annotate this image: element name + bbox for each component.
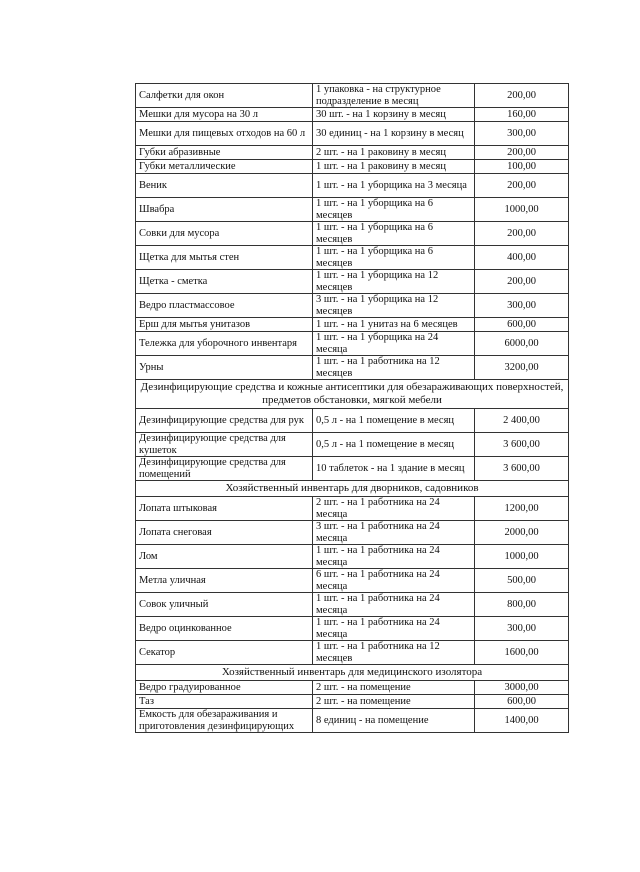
item-norm-cell: 1 шт. - на 1 работника на 24 месяца [313, 617, 475, 641]
item-name-cell: Совок уличный [136, 593, 313, 617]
item-price-cell: 1400,00 [475, 709, 569, 733]
item-norm-cell: 1 шт. - на 1 уборщика на 12 месяцев [313, 270, 475, 294]
item-price-cell: 1600,00 [475, 641, 569, 665]
item-price-cell: 200,00 [475, 174, 569, 198]
table-row [136, 122, 569, 146]
item-norm-cell: 1 шт. - на 1 уборщика на 6 месяцев [313, 198, 475, 222]
item-norm-cell: 1 шт. - на 1 унитаз на 6 месяцев [313, 318, 475, 332]
item-price-cell: 1200,00 [475, 497, 569, 521]
table-row [136, 160, 569, 174]
table-row [136, 521, 569, 545]
item-name-cell: Ведро оцинкованное [136, 617, 313, 641]
item-price-cell: 600,00 [475, 318, 569, 332]
item-price-cell: 3 600,00 [475, 433, 569, 457]
item-norm-cell: 2 шт. - на помещение [313, 681, 475, 695]
item-norm-cell: 2 шт. - на 1 раковину в месяц [313, 146, 475, 160]
item-norm-cell: 1 шт. - на 1 уборщика на 6 месяцев [313, 222, 475, 246]
item-norm-cell: 1 шт. - на 1 работника на 12 месяцев [313, 356, 475, 380]
item-name-cell: Метла уличная [136, 569, 313, 593]
item-price-cell: 300,00 [475, 294, 569, 318]
table-row [136, 569, 569, 593]
item-name-cell: Швабра [136, 198, 313, 222]
item-norm-cell: 1 шт. - на 1 уборщика на 24 месяца [313, 332, 475, 356]
item-price-cell: 2000,00 [475, 521, 569, 545]
table-row [136, 222, 569, 246]
item-name-cell: Мешки для пищевых отходов на 60 л [136, 122, 313, 146]
item-norm-cell: 1 шт. - на 1 работника на 24 месяца [313, 593, 475, 617]
item-name-cell: Тележка для уборочного инвентаря [136, 332, 313, 356]
table-row [136, 332, 569, 356]
item-name-cell: Лопата штыковая [136, 497, 313, 521]
item-price-cell: 100,00 [475, 160, 569, 174]
item-name-cell: Совки для мусора [136, 222, 313, 246]
item-price-cell: 400,00 [475, 246, 569, 270]
table-row [136, 84, 569, 108]
table-row [136, 356, 569, 380]
item-norm-cell: 2 шт. - на помещение [313, 695, 475, 709]
item-name-cell: Губки абразивные [136, 146, 313, 160]
section-heading: Хозяйственный инвентарь для медицинского изолятора [136, 665, 569, 681]
table-row [136, 246, 569, 270]
section-row [136, 380, 569, 409]
item-name-cell: Ерш для мытья унитазов [136, 318, 313, 332]
item-name-cell: Секатор [136, 641, 313, 665]
item-name-cell: Мешки для мусора на 30 л [136, 108, 313, 122]
item-price-cell: 3000,00 [475, 681, 569, 695]
item-norm-cell: 0,5 л - на 1 помещение в месяц [313, 409, 475, 433]
item-name-cell: Таз [136, 695, 313, 709]
item-price-cell: 3200,00 [475, 356, 569, 380]
table-row [136, 497, 569, 521]
item-name-cell: Щетка - сметка [136, 270, 313, 294]
item-price-cell: 200,00 [475, 222, 569, 246]
table-row [136, 409, 569, 433]
supplies-norms-table [135, 83, 569, 733]
item-price-cell: 300,00 [475, 122, 569, 146]
item-norm-cell: 30 шт. - на 1 корзину в месяц [313, 108, 475, 122]
table-row [136, 709, 569, 733]
document-page [135, 83, 569, 733]
item-name-cell: Салфетки для окон [136, 84, 313, 108]
item-name-cell: Емкость для обезараживания и приготовления дезинфицирующих [136, 709, 313, 733]
item-name-cell: Дезинфицирующие средства для кушеток [136, 433, 313, 457]
item-norm-cell: 1 упаковка - на структурное подразделение в месяц [313, 84, 475, 108]
item-name-cell: Урны [136, 356, 313, 380]
item-price-cell: 300,00 [475, 617, 569, 641]
section-row [136, 665, 569, 681]
item-name-cell: Губки металлические [136, 160, 313, 174]
item-price-cell: 1000,00 [475, 545, 569, 569]
item-price-cell: 1000,00 [475, 198, 569, 222]
item-norm-cell: 30 единиц - на 1 корзину в месяц [313, 122, 475, 146]
item-price-cell: 200,00 [475, 146, 569, 160]
item-norm-cell: 0,5 л - на 1 помещение в месяц [313, 433, 475, 457]
table-row [136, 593, 569, 617]
item-price-cell: 2 400,00 [475, 409, 569, 433]
item-price-cell: 800,00 [475, 593, 569, 617]
section-row [136, 481, 569, 497]
table-row [136, 457, 569, 481]
item-norm-cell: 10 таблеток - на 1 здание в месяц [313, 457, 475, 481]
table-row [136, 174, 569, 198]
item-name-cell: Дезинфицирующие средства для помещений [136, 457, 313, 481]
item-norm-cell: 3 шт. - на 1 уборщика на 12 месяцев [313, 294, 475, 318]
item-name-cell: Ведро градуированное [136, 681, 313, 695]
section-heading: Хозяйственный инвентарь для дворников, садовников [136, 481, 569, 497]
item-norm-cell: 2 шт. - на 1 работника на 24 месяца [313, 497, 475, 521]
table-row [136, 294, 569, 318]
table-row [136, 146, 569, 160]
item-norm-cell: 1 шт. - на 1 раковину в месяц [313, 160, 475, 174]
item-price-cell: 3 600,00 [475, 457, 569, 481]
item-name-cell: Лопата снеговая [136, 521, 313, 545]
section-heading: Дезинфицирующие средства и кожные антисептики для обезараживающих поверхностей, предметов обстановки, мягкой мебели [136, 380, 569, 409]
item-name-cell: Лом [136, 545, 313, 569]
table-row [136, 641, 569, 665]
item-price-cell: 200,00 [475, 270, 569, 294]
item-norm-cell: 1 шт. - на 1 работника на 12 месяцев [313, 641, 475, 665]
item-norm-cell: 6 шт. - на 1 работника на 24 месяца [313, 569, 475, 593]
table-row [136, 695, 569, 709]
item-name-cell: Веник [136, 174, 313, 198]
table-body [136, 84, 569, 733]
item-name-cell: Щетка для мытья стен [136, 246, 313, 270]
item-price-cell: 160,00 [475, 108, 569, 122]
item-price-cell: 600,00 [475, 695, 569, 709]
item-norm-cell: 3 шт. - на 1 работника на 24 месяца [313, 521, 475, 545]
table-row [136, 617, 569, 641]
table-row [136, 318, 569, 332]
item-norm-cell: 8 единиц - на помещение [313, 709, 475, 733]
item-norm-cell: 1 шт. - на 1 уборщика на 3 месяца [313, 174, 475, 198]
table-row [136, 681, 569, 695]
table-row [136, 270, 569, 294]
item-name-cell: Ведро пластмассовое [136, 294, 313, 318]
item-price-cell: 200,00 [475, 84, 569, 108]
item-norm-cell: 1 шт. - на 1 уборщика на 6 месяцев [313, 246, 475, 270]
table-row [136, 545, 569, 569]
item-price-cell: 6000,00 [475, 332, 569, 356]
item-name-cell: Дезинфицирующие средства для рук [136, 409, 313, 433]
table-row [136, 108, 569, 122]
table-row [136, 433, 569, 457]
item-price-cell: 500,00 [475, 569, 569, 593]
table-row [136, 198, 569, 222]
item-norm-cell: 1 шт. - на 1 работника на 24 месяца [313, 545, 475, 569]
